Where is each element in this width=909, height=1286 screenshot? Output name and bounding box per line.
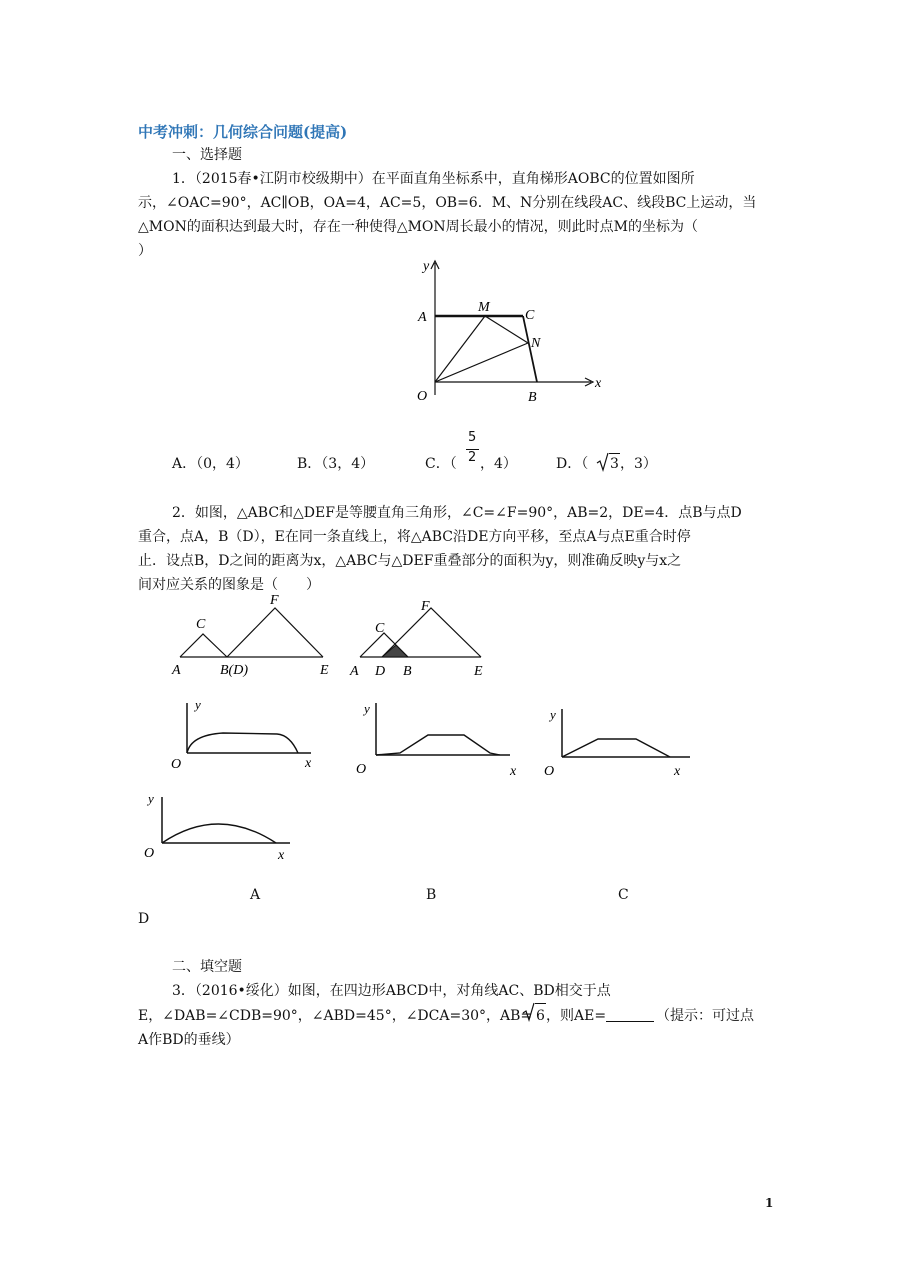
label-x: x [595, 376, 602, 391]
svg-text:F: F [421, 599, 430, 614]
question-text-suffix: （提示：可过点 [656, 1008, 754, 1024]
question-text-line: A作BD的垂线） [138, 1032, 240, 1048]
choice-label-c: C [618, 887, 629, 903]
question-text-line: ） [138, 243, 152, 259]
label-o: O [417, 389, 428, 404]
page-number: 1 [765, 1196, 774, 1210]
svg-text:E: E [474, 664, 483, 679]
label-m: M [478, 300, 490, 315]
svg-text:O: O [144, 846, 155, 861]
svg-text:x: x [278, 848, 285, 863]
question-text-line: 间对应关系的图象是（ ） [138, 577, 320, 593]
graph-choice-d [140, 785, 300, 865]
trapezoid-figure [405, 255, 605, 405]
svg-text:B(D): B(D) [220, 663, 248, 678]
svg-text:y: y [148, 791, 154, 806]
question-text-mid: ，则AE= [546, 1008, 607, 1024]
question-text-line: 3．（2016•绥化）如图，在四边形ABCD中，对角线AC、BD相交于点 [172, 983, 611, 999]
section-heading: 一、选择题 [172, 147, 242, 163]
svg-text:y: y [364, 701, 370, 716]
svg-text:E: E [320, 663, 329, 678]
radicand: 6 [536, 1008, 545, 1024]
svg-text:A: A [350, 664, 359, 679]
fraction-numerator: 5 [468, 430, 477, 445]
choice-label-d: D [138, 911, 150, 927]
option-d-radicand: 3 [610, 456, 619, 472]
sqrt-icon [522, 1002, 536, 1022]
svg-text:x: x [674, 764, 681, 779]
svg-text:x: x [305, 756, 312, 771]
fraction-denominator: 2 [468, 450, 477, 465]
page-title: 中考冲刺：几何综合问题(提高) [138, 123, 348, 141]
question-text-line: △MON的面积达到最大时，存在一种使得△MON周长最小的情况，则此时点M的坐标为（ [138, 219, 698, 235]
svg-text:y: y [550, 707, 556, 722]
svg-text:C: C [196, 617, 206, 632]
answer-blank[interactable] [606, 1021, 654, 1022]
graph-choice-c [540, 695, 700, 780]
svg-text:O: O [171, 757, 182, 772]
question-text-line: 1．（2015春•江阴市校级期中）在平面直角坐标系中，直角梯形AOBC的位置如图所 [172, 171, 695, 187]
svg-text:O: O [356, 762, 367, 777]
svg-text:x: x [510, 764, 517, 779]
question-text-line: 示，∠OAC=90°，AC∥OB，OA=4，AC=5，OB=6．M、N分别在线段AC、线段BC上运动，当 [138, 195, 757, 211]
triangles-figure-2 [348, 590, 498, 680]
option-b: B．（3，4） [297, 456, 375, 472]
graph-choice-a [165, 695, 320, 775]
label-n: N [531, 336, 541, 351]
radical-bar [609, 453, 620, 454]
question-text-line: E，∠DAB=∠CDB=90°，∠ABD=45°，∠DCA=30°，AB= [138, 1008, 533, 1024]
label-a: A [418, 310, 427, 325]
question-text-line: 重合，点A，B（D），E在同一条直线上，将△ABC沿DE方向平移，至点A与点E重合时停 [138, 529, 691, 545]
label-b: B [528, 390, 537, 405]
choice-label-a: A [250, 887, 261, 903]
svg-text:D: D [375, 664, 386, 679]
option-a: A．（0，4） [172, 456, 249, 472]
choice-label-b: B [426, 887, 437, 903]
triangles-figure-1 [170, 590, 340, 680]
svg-text:y: y [195, 697, 201, 712]
graph-choice-b [352, 695, 527, 780]
label-c: C [525, 308, 535, 323]
section-heading: 二、填空题 [172, 959, 242, 975]
sqrt-icon [596, 452, 610, 472]
option-d-prefix: D．（ [556, 456, 589, 472]
option-c-prefix: C．（ [425, 456, 457, 472]
svg-text:C: C [375, 621, 385, 636]
svg-text:B: B [403, 664, 412, 679]
segment-mn [485, 316, 528, 343]
segment-on [435, 343, 528, 382]
svg-text:O: O [544, 764, 555, 779]
svg-text:F: F [270, 593, 279, 608]
label-y: y [423, 259, 430, 274]
question-text-line: 止．设点B，D之间的距离为x，△ABC与△DEF重叠部分的面积为y，则准确反映y与x之 [138, 553, 682, 569]
option-d-suffix: ，3） [620, 456, 657, 472]
svg-text:A: A [172, 663, 181, 678]
question-text-line: 2．如图，△ABC和△DEF是等腰直角三角形，∠C=∠F=90°，AB=2，DE=4．点B与点D [172, 505, 742, 521]
option-c-suffix: ，4） [480, 456, 517, 472]
